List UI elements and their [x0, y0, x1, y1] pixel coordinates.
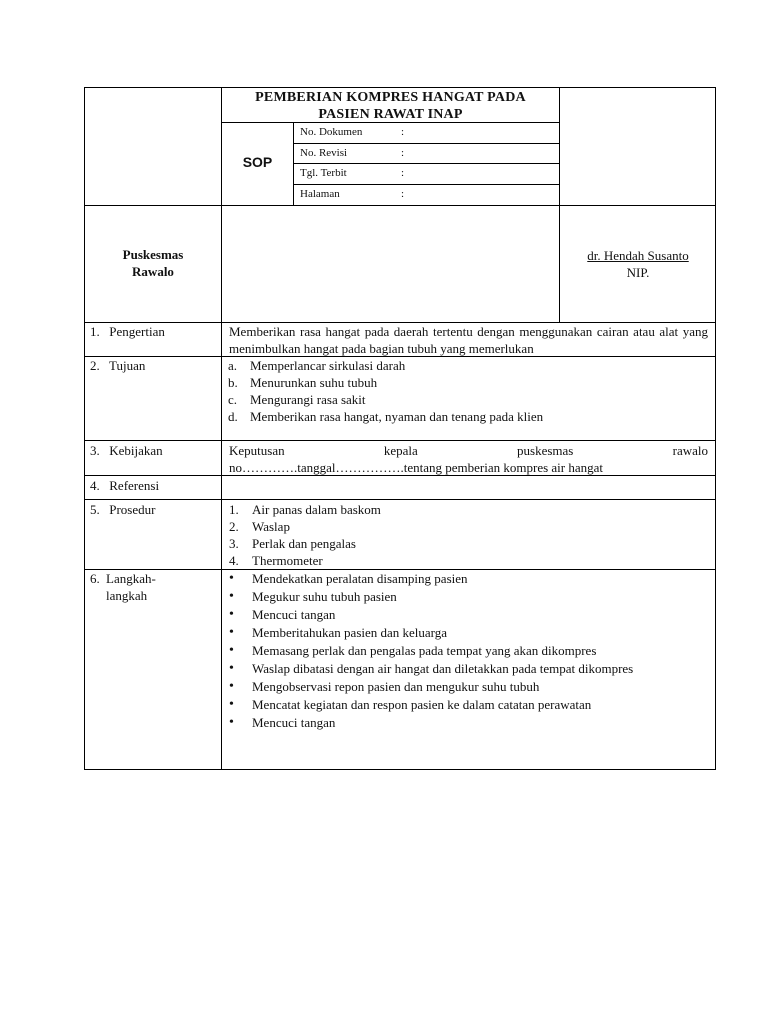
list-item	[228, 391, 708, 408]
list-item	[228, 408, 708, 425]
section-title: Kebijakan	[109, 443, 163, 458]
list-marker: 2.	[229, 519, 239, 534]
signatory-name: dr. Hendah Susanto	[587, 248, 689, 263]
list-item	[222, 696, 708, 713]
field-separator: :	[401, 147, 405, 159]
section-title: Tujuan	[109, 358, 146, 373]
list-text: Mengobservasi repon pasien dan mengukur suhu tubuh	[252, 679, 540, 694]
section-number: 2.	[90, 358, 100, 373]
list-text: Memasang perlak dan pengalas pada tempat yang akan dikompres	[252, 643, 597, 658]
grid-line	[84, 440, 716, 441]
title-line: PEMBERIAN KOMPRES HANGAT PADA	[255, 90, 526, 105]
section-title: Prosedur	[109, 502, 156, 517]
list-item	[222, 588, 708, 605]
list-marker: a.	[228, 358, 238, 373]
field-separator: :	[401, 126, 405, 138]
list-text: Waslap	[252, 519, 290, 534]
list-marker: 3.	[229, 536, 239, 551]
section-number: 6.	[90, 571, 100, 586]
signatory-block	[560, 247, 716, 281]
section-label-referensi	[90, 477, 218, 494]
field-tgl-terbit	[300, 163, 555, 184]
section-label-pengertian	[90, 323, 218, 340]
list-text: Mencuci tangan	[252, 607, 336, 622]
bullet-icon: •	[229, 697, 234, 712]
bullet-icon: •	[229, 589, 234, 604]
section-label-kebijakan	[90, 442, 218, 459]
grid-line	[84, 499, 716, 500]
list-item	[222, 501, 708, 518]
organization-name	[85, 246, 221, 280]
section-content-pengertian: Memberikan rasa hangat pada daerah tertentu dengan menggunakan cairan atau alat yang menimbulkan hangat pada bagian tubuh yang memerlukan	[229, 324, 708, 356]
sop-label: SOP	[242, 154, 273, 170]
kebijakan-line: no………….tanggal…………….tentang pemberian kompres air hangat	[229, 460, 604, 475]
org-line: Rawalo	[132, 264, 174, 279]
section-title: Pengertian	[109, 324, 165, 339]
section-number: 4.	[90, 478, 100, 493]
signatory-nip: NIP.	[626, 265, 650, 280]
bullet-icon: •	[229, 571, 234, 586]
list-text: Mendekatkan peralatan disamping pasien	[252, 571, 468, 586]
section-title: Langkah-	[106, 571, 156, 586]
section-title-cont: langkah	[106, 588, 148, 603]
bullet-icon: •	[229, 661, 234, 676]
list-text: Perlak dan pengalas	[252, 536, 356, 551]
org-line: Puskesmas	[122, 247, 184, 262]
list-text: Waslap dibatasi dengan air hangat dan diletakkan pada tempat dikompres	[252, 661, 634, 676]
list-item	[222, 624, 708, 641]
field-separator: :	[401, 188, 405, 200]
list-marker: 4.	[229, 553, 239, 568]
list-item	[222, 518, 708, 535]
list-marker: d.	[228, 409, 238, 424]
list-item	[222, 660, 708, 677]
list-item	[228, 357, 708, 374]
section-content-prosedur	[222, 501, 708, 569]
field-label: Halaman	[300, 188, 340, 200]
list-marker: b.	[228, 375, 238, 390]
bullet-icon: •	[229, 679, 234, 694]
list-item	[222, 714, 708, 731]
field-label: No. Revisi	[300, 147, 348, 159]
section-content-tujuan	[228, 357, 708, 425]
list-item	[222, 552, 708, 569]
list-text: Mencatat kegiatan dan respon pasien ke dalam catatan perawatan	[252, 697, 592, 712]
section-content-langkah	[222, 570, 708, 732]
list-text: Thermometer	[252, 553, 323, 568]
grid-line	[84, 205, 716, 206]
list-text: Memberikan rasa hangat, nyaman dan tenang pada klien	[250, 409, 544, 424]
list-marker: 1.	[229, 502, 239, 517]
field-halaman	[300, 184, 555, 205]
section-number: 5.	[90, 502, 100, 517]
list-text: Megukur suhu tubuh pasien	[252, 589, 397, 604]
section-content-kebijakan	[229, 442, 708, 476]
list-item	[222, 606, 708, 623]
list-item	[222, 570, 708, 587]
field-separator: :	[401, 167, 405, 179]
list-text: Air panas dalam baskom	[252, 502, 381, 517]
list-item	[228, 374, 708, 391]
field-label: Tgl. Terbit	[300, 167, 347, 179]
list-text: Menurunkan suhu tubuh	[250, 375, 378, 390]
list-item	[222, 642, 708, 659]
kebijakan-line: Keputusan kepala puskesmas rawalo	[229, 443, 708, 458]
list-marker: c.	[228, 392, 238, 407]
list-text: Memperlancar sirkulasi darah	[250, 358, 406, 373]
list-item	[222, 535, 708, 552]
title-line: PASIEN RAWAT INAP	[318, 107, 463, 122]
field-no-revisi	[300, 143, 555, 163]
bullet-icon: •	[229, 607, 234, 622]
bullet-icon: •	[229, 715, 234, 730]
list-item	[222, 678, 708, 695]
bullet-icon: •	[229, 643, 234, 658]
list-text: Mencuci tangan	[252, 715, 336, 730]
section-title: Referensi	[109, 478, 160, 493]
list-text: Memberitahukan pasien dan keluarga	[252, 625, 448, 640]
list-text: Mengurangi rasa sakit	[250, 392, 366, 407]
section-label-langkah	[90, 570, 218, 604]
section-label-tujuan	[90, 357, 218, 374]
field-no-dokumen	[300, 122, 555, 143]
section-number: 3.	[90, 443, 100, 458]
section-number: 1.	[90, 324, 100, 339]
section-label-prosedur	[90, 501, 218, 518]
document-title	[222, 88, 559, 122]
field-label: No. Dokumen	[300, 126, 363, 138]
bullet-icon: •	[229, 625, 234, 640]
